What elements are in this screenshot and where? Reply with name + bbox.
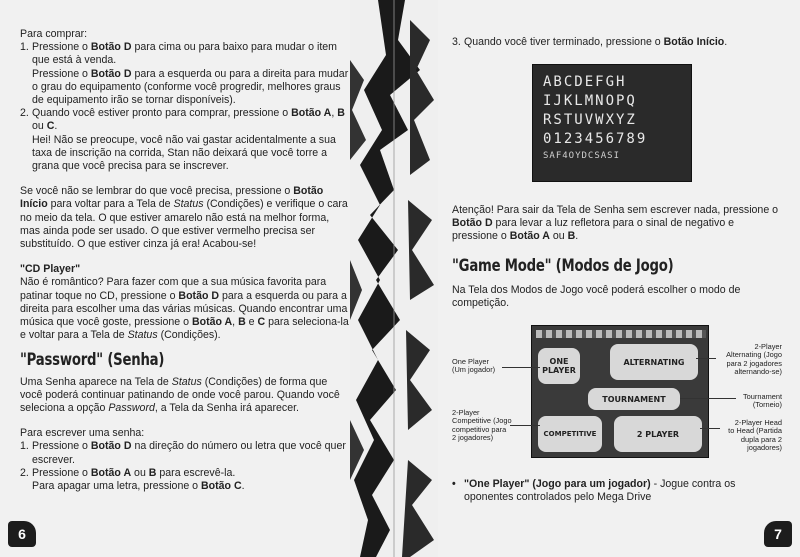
password-heading: "Password" (Senha) [20,350,165,371]
page-number-right: 7 [764,521,792,547]
tournament-logo: TOURNAMENT [588,388,680,410]
cd-player-text: Não é romântico? Para fazer com que a sua música favorita para patinar toque no CD, pressione o Botão D para a esquerda ou para a direita para escolher uma das várias músicas. Quando encontrar uma música que você goste, pressione o Botão A, B e C para seleciona-la e voltar para a Tela de Status (Condições). [20,276,349,342]
page-number-left: 6 [8,521,36,547]
competitive-logo: COMPETITIVE [538,416,602,452]
callout-one-player: One Player (Um jogador) [452,357,496,375]
game-mode-screen-image [531,325,709,458]
one-player-logo: ONE PLAYER [538,348,580,384]
buy-intro: Para comprar: [20,28,88,40]
buy-step-1: 1. Pressione o Botão D para cima ou para baixo para mudar o item que está à venda. Pressione o Botão D para a esquerda ou para a direita para mudar o grau do equipamento (conforme você progredir, melhores graus de equipamento irão se tornar disponíveis). [20,41,349,107]
cd-player-title: "CD Player" [20,263,81,276]
game-mode-text: Na Tela dos Modos de Jogo você poderá escolher o modo de competição. [452,284,741,310]
callout-tournament: Tournament (Torneio) [742,392,782,410]
password-text: Uma Senha aparece na Tela de Status (Condições) de forma que você poderá continuar patinando de onde você parou. Quando você seleciona a opção Password, a Tela da Senha irá aparecer. [20,375,340,415]
buy-step-2: 2. Quando você estiver pronto para comprar, pressione o Botão A, B ou C. Hei! Não se preocupe, você não vai gastar acidentalmente a sua taxa de inscrição na corrida, Stan não deixará que você torre a grana que você precisa para se inscrever. [20,107,345,173]
password-row-4: 0123456789 [543,131,648,147]
game-mode-heading: "Game Mode" (Modos de Jogo) [452,256,674,276]
password-row-3: RSTUVWXYZ [543,112,637,128]
right-column [452,36,782,49]
bullet-icon: • [452,478,456,490]
alternating-logo: ALTERNATING [610,344,698,380]
password-step-1: 1. Pressione o Botão D na direção do número ou letra que você quer escrever. [20,440,346,466]
password-row-2: IJKLMNOPQ [543,93,637,109]
password-code: SAF4OYDCSASI [543,151,621,161]
password-write-intro: Para escrever uma senha: [20,427,145,440]
callout-alternating: 2-Player Alternating (Jogo para 2 jogadores alternando-se) [726,342,782,377]
spine-graffiti-art [350,0,438,557]
callout-head-to-head: 2-Player Head to Head (Partida dupla para 2 jogadores) [728,418,782,453]
left-column [20,28,350,493]
password-step-3: 3. Quando você tiver terminado, pressione o Botão Início. [452,36,728,48]
password-step-2: 2. Pressione o Botão A ou B para escrevê-la. Para apagar uma letra, pressione o Botão C. [20,466,245,493]
head-to-head-logo: 2 PLAYER [614,416,702,452]
password-screen-image [532,64,692,182]
callout-competitive: 2-Player Competitive (Jogo competitivo para 2 jogadores) [452,408,512,443]
graffiti-decoration [350,0,438,557]
game-mode-section [452,256,782,276]
warning-paragraph: Atenção! Para sair da Tela de Senha sem escrever nada, pressione o Botão D para levar a luz refletora para o sinal de negativo e pressione o Botão A ou B. [452,204,779,243]
one-player-bullet: • "One Player" (Jogo para um jogador) - Jogue contra os oponentes controlados pelo Mega Drive [452,478,736,504]
mode-screen-bar [536,330,706,338]
status-paragraph: Se você não se lembrar do que você precisa, pressione o Botão Início para voltar para a Tela de Status (Condições) e verifique o cara no meio da tela. O que estiver amarelo não está na melhor forma, mas ainda pode ser usado. O que estiver vermelho precisa ser substituído. O que estiver cinza já era! Acabou-se! [20,185,348,251]
password-row-1: ABCDEFGH [543,74,627,90]
